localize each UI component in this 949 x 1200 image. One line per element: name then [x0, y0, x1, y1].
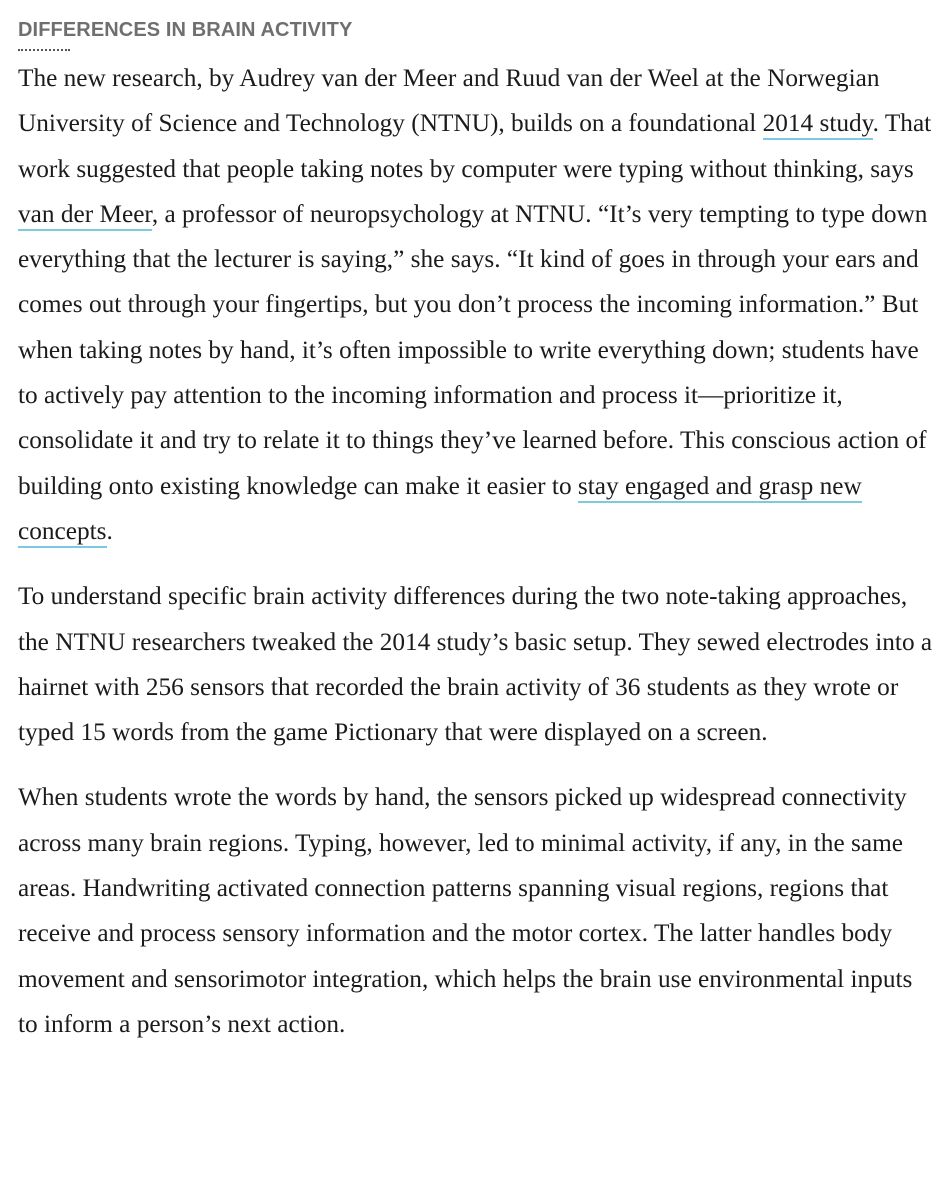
paragraph-1-text-b: . That work suggested that people taking notes by computer were typing without thinking, says [18, 109, 932, 183]
paragraph-1-text-d: . [106, 516, 113, 545]
heading-dotted-rule [18, 49, 70, 51]
paragraph-2: To understand specific brain activity differences during the two note-taking approaches, the NTNU researchers tweaked the 2014 study’s basic setup. They sewed electrodes into a hairnet with 256 sensors that recorded the brain activity of 36 students as they wrote or typed 15 words from the game Pictionary that were displayed on a screen. [18, 582, 933, 747]
paragraph-1-text-c: , a professor of neuropsychology at NTNU. “It’s very tempting to type down everything that the lecturer is saying,” she says. “It kind of goes in through your ears and comes out through your fingertips, but you don’t process the incoming information.” But when taking notes by hand, it’s often impossible to write everything down; students have to actively pay attention to the incoming information and process it—prioritize it, consolidate it and try to relate it to things they’ve learned before. This conscious action of building onto existing knowledge can make it easier to [18, 199, 928, 500]
paragraph-1 [18, 56, 938, 554]
link-van-der-meer[interactable]: van der Meer [18, 200, 152, 231]
paragraph-1-text-a: The new research, by Audrey van der Meer and Ruud van der Weel at the Norwegian University of Science and Technology (NTNU), builds on a foundational [18, 64, 880, 138]
article-body [18, 0, 938, 1047]
link-2014-study[interactable]: 2014 study [763, 109, 873, 140]
section-heading: DIFFERENCES IN BRAIN ACTIVITY [18, 19, 353, 41]
link-stay-engaged[interactable]: stay engaged and grasp new concepts [18, 472, 862, 548]
paragraph-3: When students wrote the words by hand, the sensors picked up widespread connectivity across many brain regions. Typing, however, led to minimal activity, if any, in the same areas. Handwriting activated connection patterns spanning visual regions, regions that receive and process sensory information and the motor cortex. The latter handles body movement and sensorimotor integration, which helps the brain use environmental inputs to inform a person’s next action. [18, 783, 913, 1038]
